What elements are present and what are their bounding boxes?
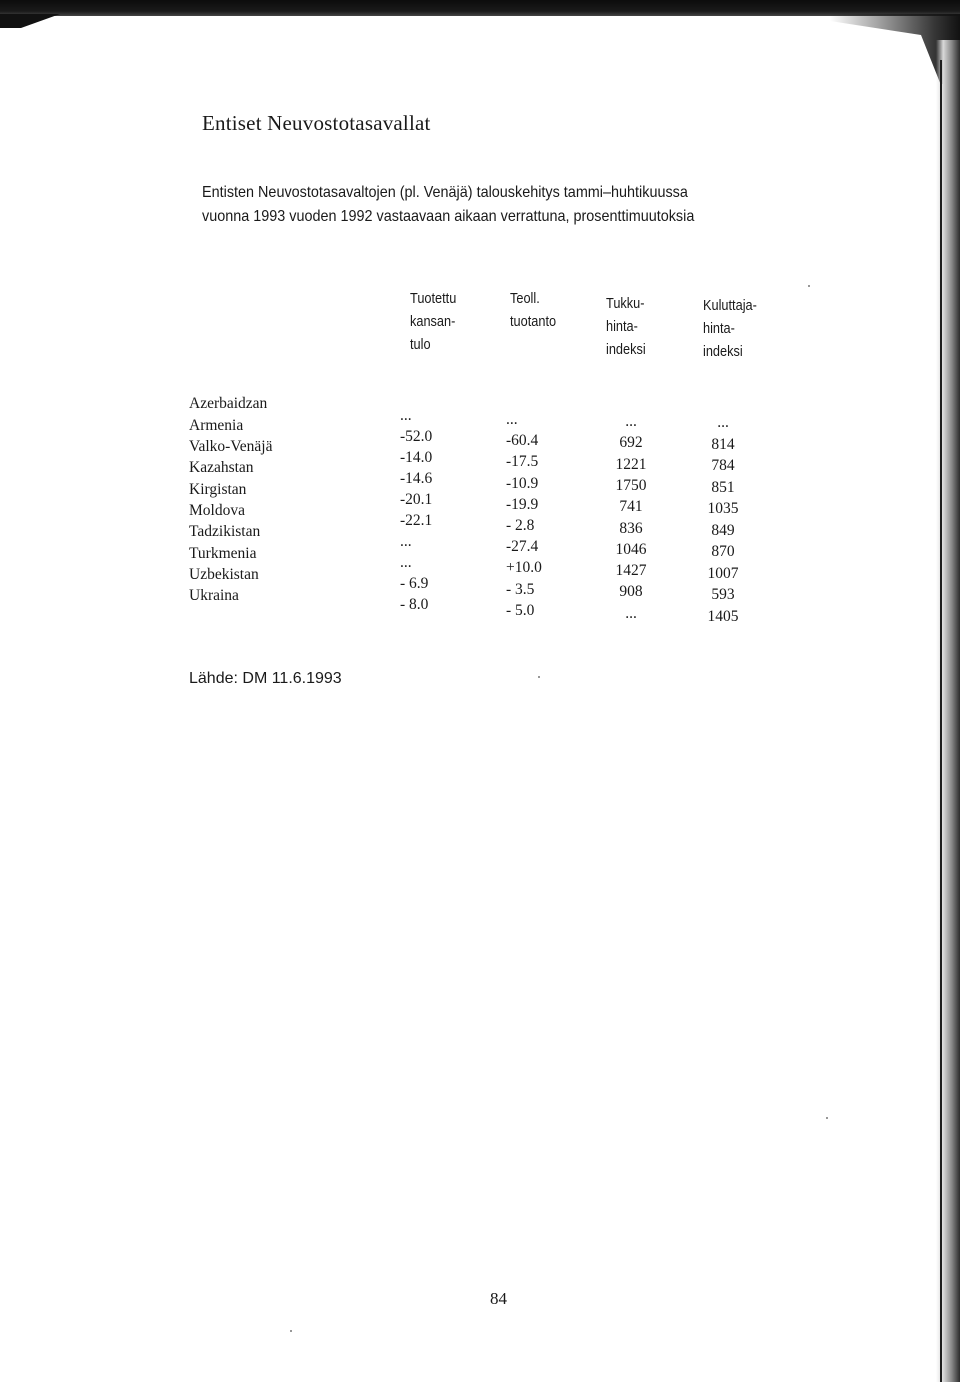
table-cell: -19.9 — [506, 495, 539, 513]
row-label: Azerbaidzan — [189, 395, 268, 412]
table-cell: - 2.8 — [506, 517, 535, 534]
column-header-national-income — [410, 287, 456, 356]
table-cell: 1405 — [707, 607, 739, 625]
row-label: Tadzikistan — [189, 523, 261, 540]
table-cell: ... — [400, 407, 412, 424]
page-title: Entiset Neuvostotasavallat — [202, 111, 431, 135]
table-cell: 1046 — [615, 540, 647, 558]
table-cell: 1427 — [615, 562, 647, 580]
table-cell: 593 — [711, 586, 735, 603]
table-cell: 908 — [619, 583, 643, 601]
table-cell: ... — [625, 413, 637, 430]
table-cell: -60.4 — [506, 432, 539, 450]
table-cell: ... — [625, 604, 637, 622]
scan-edge-line — [940, 60, 942, 1382]
table-cell: ... — [400, 533, 412, 550]
page-number: 84 — [490, 1289, 507, 1308]
table-cell: ... — [400, 554, 412, 571]
row-label: Kazahstan — [189, 459, 254, 476]
column-header-line: Tukku- — [606, 295, 645, 312]
table-cell: 849 — [711, 521, 735, 539]
table-cell: -10.9 — [506, 474, 539, 492]
table-cell: +10.0 — [506, 559, 542, 577]
caption-line: vuonna 1993 vuoden 1992 vastaavaan aikaan verrattuna, prosenttimuutoksia — [202, 208, 695, 225]
table-cell: - 6.9 — [400, 575, 429, 592]
scan-speck — [808, 285, 810, 287]
table-cell: ... — [717, 414, 729, 431]
column-header-industrial-production — [510, 287, 556, 333]
row-label: Moldova — [189, 502, 245, 519]
table-cell: - 5.0 — [506, 601, 535, 619]
column-header-line: Tuotettu — [410, 290, 457, 307]
table-cell: 1221 — [615, 455, 647, 473]
table-cell: 1750 — [615, 476, 647, 494]
source-note: Lähde: DM 11.6.1993 — [189, 670, 342, 687]
row-label: Ukraina — [189, 587, 239, 604]
table-cell: 1007 — [707, 564, 739, 582]
column-header-line: tuotanto — [510, 313, 557, 330]
table-cell: 1035 — [707, 500, 739, 517]
row-label: Turkmenia — [189, 545, 257, 562]
caption-line: Entisten Neuvostotasavaltojen (pl. Venäjä) talouskehitys tammi–huhtikuussa — [202, 184, 688, 201]
table-cell: -27.4 — [506, 538, 539, 556]
scan-border-notch — [0, 14, 60, 28]
scan-speck — [826, 1117, 828, 1119]
column-header-line: Kuluttaja- — [703, 297, 757, 314]
row-label: Kirgistan — [189, 481, 247, 498]
table-cell: -52.0 — [400, 428, 433, 445]
table-cell: - 3.5 — [506, 580, 535, 598]
table-cell: -17.5 — [506, 453, 539, 471]
scan-speck — [538, 676, 540, 678]
column-header-line: hinta- — [606, 318, 638, 335]
table-cell: -20.1 — [400, 491, 433, 508]
column-header-line: tulo — [410, 336, 431, 353]
table-cell: 870 — [711, 543, 735, 560]
column-header-consumer-price-index — [703, 294, 757, 363]
scan-border-top — [0, 0, 960, 16]
table-cell: 741 — [619, 498, 643, 516]
table-cell: 851 — [711, 478, 735, 496]
table-cell: 814 — [711, 435, 735, 453]
column-header-line: kansan- — [410, 313, 456, 330]
table-cell: 836 — [619, 519, 643, 537]
table-cell: ... — [506, 411, 518, 428]
column-header-line: indeksi — [703, 343, 743, 360]
table-cell: -22.1 — [400, 512, 433, 529]
column-header-line: hinta- — [703, 320, 735, 337]
column-header-wholesale-price-index — [606, 292, 646, 361]
row-label: Uzbekistan — [189, 566, 259, 583]
column-header-line: Teoll. — [510, 290, 540, 307]
table-caption — [202, 181, 822, 229]
table-cell: -14.6 — [400, 470, 433, 487]
scan-speck — [290, 1330, 292, 1332]
table-cell: - 8.0 — [400, 596, 429, 613]
table-cell: 784 — [711, 457, 735, 474]
row-label: Valko-Venäjä — [189, 438, 273, 455]
column-header-line: indeksi — [606, 341, 646, 358]
table-cell: -14.0 — [400, 449, 433, 466]
table-cell: 692 — [619, 434, 643, 452]
row-label: Armenia — [189, 417, 244, 434]
